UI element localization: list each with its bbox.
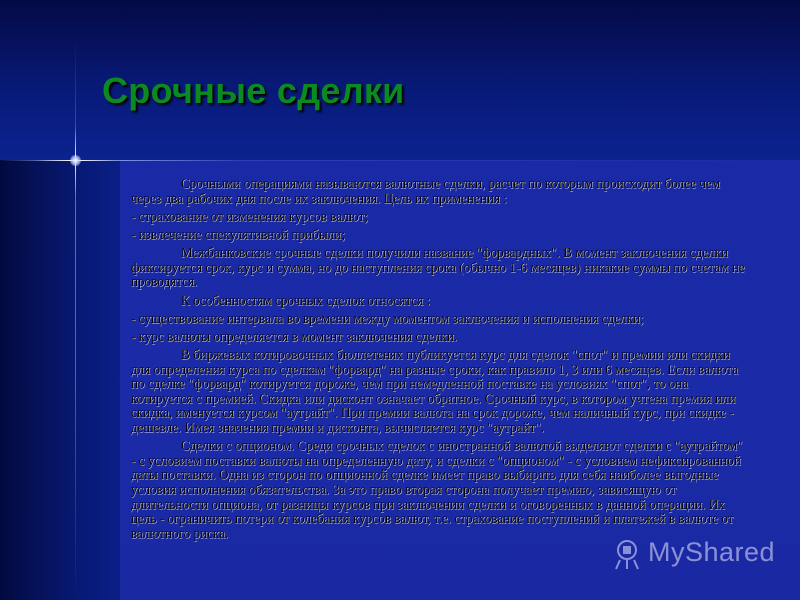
paragraph-features: К особенностям срочных сделок относятся : bbox=[181, 292, 431, 308]
vertical-light-line bbox=[75, 40, 76, 600]
watermark-logo-icon bbox=[612, 537, 642, 571]
left-band bbox=[0, 160, 120, 600]
list-item: - страхование от изменения курсов валют; bbox=[131, 208, 369, 224]
horizontal-light-line bbox=[0, 160, 800, 161]
paragraph-quotes: В биржевых котировочных бюллетенях публикуется курс для сделок "спот" и премии или скидки для определения курса по сделкам "форвард" на разные сроки, как правило 1, 3 или 6 месяцев. Если валюта по сделке "форвард" котируется дороже, чем при немедленной поставке на условиях "спот", то она котируется с премией. Скидка или дисконт означает обратное. Срочный курс, в котором учтена премия или скидка, именуется курсом "аутрайт". При премии валюта на срок дороже, чем наличный курс, при скидке - дешевле. Имея значения премии и дисконта, вычисляется курс "аутрайт". bbox=[131, 347, 739, 436]
slide-title: Срочные сделки bbox=[102, 70, 405, 111]
slide-body bbox=[131, 177, 749, 545]
star-glint-icon bbox=[70, 155, 81, 166]
watermark bbox=[612, 535, 782, 575]
list-item: - курс валюты определяется в момент заключения сделки. bbox=[131, 328, 458, 344]
list-item: - существование интервала во времени между моментом заключения и исполнения сделки; bbox=[131, 310, 644, 326]
paragraph-definition: Срочными операциями называются валютные сделки, расчет по которым происходит более чем через два рабочих дня после их заключения. Цель их применения : bbox=[131, 176, 721, 206]
watermark-text: MyShared bbox=[648, 537, 776, 567]
paragraph-forward: Межбанковские срочные сделки получили название "форвардных". В момент заключения сделки фиксируется срок, курс и сумма, но до наступления срока (обычно 1-6 месяцев) никакие суммы по счетам не проводятся. bbox=[131, 245, 745, 290]
paragraph-options: Сделки с опционом. Среди срочных сделок с иностранной валютой выделяют сделки с "аутрайтом" - с условием поставки валюты на определенную дату, и сделки с "опционом" - с условием нефиксированной даты поставки. Одна из сторон по опционной сделке имеет право выбирать для себя наиболее выгодные условия исполнения обязательства. За это право вторая сторона получает премию, зависящую от длительности опциона, от разницы курсов при заключении сделки и оговоренных в данной операции. Их цель - ограничить потери от колебания курсов валют, т.е. страхование поступлений и платежей в валюте от валютного риска. bbox=[131, 438, 743, 541]
list-item: - извлечение спекулятивной прибыли; bbox=[131, 226, 346, 242]
